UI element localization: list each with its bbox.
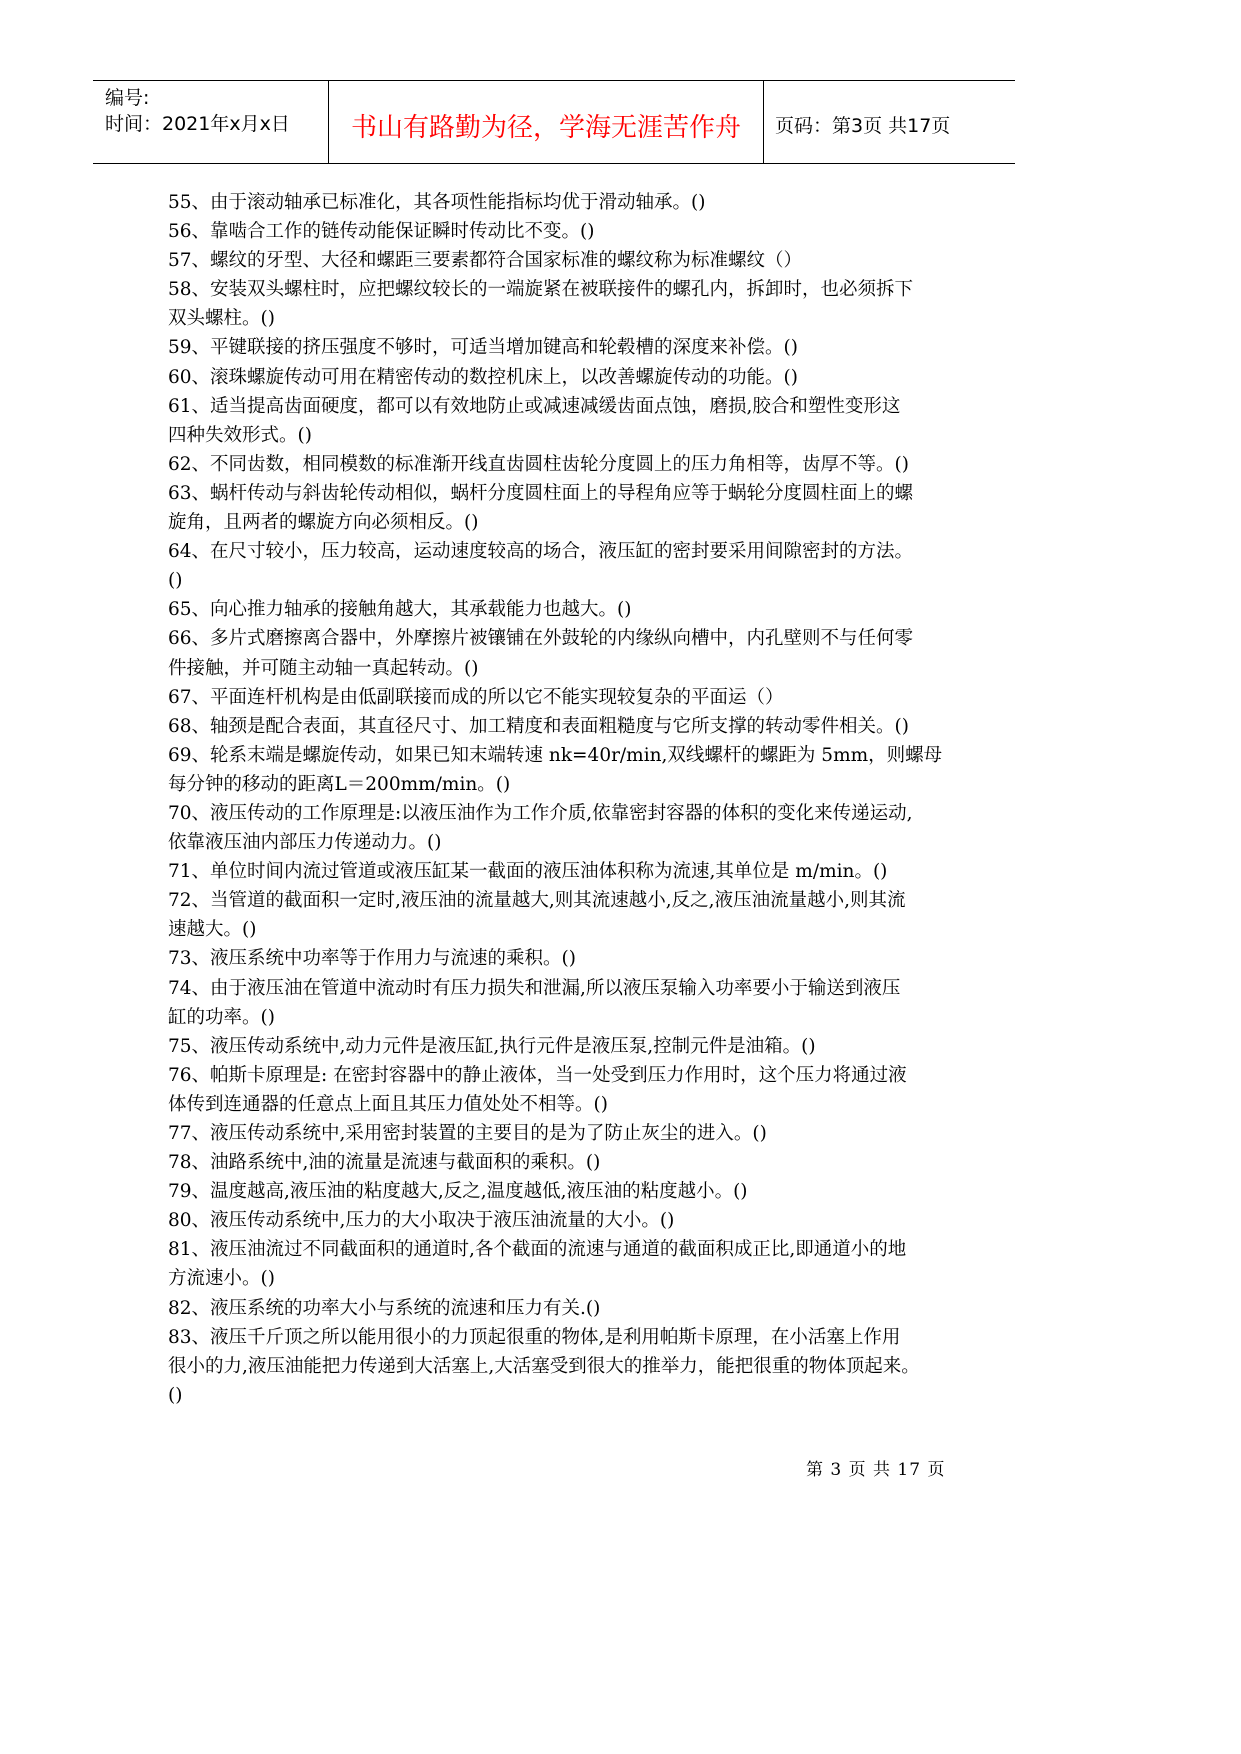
question-item [168,741,968,799]
question-line: 62、不同齿数，相同模数的标准渐开线直齿圆柱齿轮分度圆上的压力角相等，齿厚不等。() [168,453,909,475]
question-line: 57、螺纹的牙型、大径和螺距三要素都符合国家标准的螺纹称为标准螺纹（） [168,250,803,272]
question-line: 61、适当提高齿面硬度，都可以有效地防止或减速减缓齿面点蚀，磨损,胶合和塑性变形这 [168,395,901,417]
question-item [168,1119,968,1148]
question-item [168,392,968,450]
page-footer: 第 3 页 共 17 页 [806,1460,946,1480]
question-item [168,799,968,857]
question-item [168,479,968,537]
header-motto: 书山有路勤为径，学海无涯苦作舟 [350,113,741,143]
question-item [168,1177,968,1206]
question-line: 82、液压系统的功率大小与系统的流速和压力有关.() [168,1297,601,1319]
question-line: 63、蜗杆传动与斜齿轮传动相似，蜗杆分度圆柱面上的导程角应等于蜗轮分度圆柱面上的螺 [168,482,914,504]
question-line: 56、靠啮合工作的链传动能保证瞬时传动比不变。() [168,221,595,243]
question-line: 72、当管道的截面积一定时,液压油的流量越大,则其流速越小,反之,液压油流量越小,则其流 [168,890,906,912]
question-line: 68、轴颈是配合表面，其直径尺寸、加工精度和表面粗糙度与它所支撑的转动零件相关。() [168,715,909,737]
question-line: 69、轮系末端是螺旋传动，如果已知末端转速 nk=40r/min,双线螺杆的螺距为 5mm，则螺母 [168,744,943,766]
question-item [168,624,968,682]
question-line: 78、油路系统中,油的流量是流速与截面积的乘积。() [168,1152,601,1174]
question-line: 60、滚珠螺旋传动可用在精密传动的数控机床上，以改善螺旋传动的功能。() [168,366,798,388]
time-label: 时间：2021年x月x日 [105,113,290,135]
question-line: 四种失效形式。() [168,424,312,446]
question-line: 70、液压传动的工作原理是:以液压油作为工作介质,依靠密封容器的体积的变化来传递运动, [168,802,913,824]
question-line: 59、平键联接的挤压强度不够时，可适当增加键高和轮毂槽的深度来补偿。() [168,337,798,359]
question-line: 80、液压传动系统中,压力的大小取决于液压油流量的大小。() [168,1210,675,1232]
question-line: 83、液压千斤顶之所以能用很小的力顶起很重的物体,是利用帕斯卡原理，在小活塞上作用 [168,1326,901,1348]
question-line: 79、温度越高,液压油的粘度越大,反之,温度越低,液压油的粘度越小。() [168,1181,748,1203]
number-label: 编号: [105,87,150,109]
question-line: 双头螺柱。() [168,308,275,330]
question-line: 65、向心推力轴承的接触角越大，其承载能力也越大。() [168,599,632,621]
question-item [168,683,968,712]
question-item [168,537,968,595]
question-list [168,188,968,1410]
question-line: 每分钟的移动的距离L＝200mm/min。() [168,773,511,795]
question-line: () [168,570,183,592]
question-line: 缸的功率。() [168,1006,275,1028]
question-item [168,363,968,392]
question-item [168,1148,968,1177]
question-line: 58、安装双头螺柱时，应把螺纹较长的一端旋紧在被联接件的螺孔内，拆卸时，也必须拆下 [168,279,914,301]
question-item [168,857,968,886]
question-line: 75、液压传动系统中,动力元件是液压缸,执行元件是液压泵,控制元件是油箱。() [168,1035,816,1057]
question-line: 速越大。() [168,919,257,941]
question-line: 67、平面连杆机构是由低副联接而成的所以它不能实现较复杂的平面运（） [168,686,784,708]
question-line: 64、在尺寸较小，压力较高，运动速度较高的场合，液压缸的密封要采用间隙密封的方法。 [168,541,914,563]
question-line: 件接触，并可随主动轴一真起转动。() [168,657,479,679]
question-item [168,1061,968,1119]
question-line: 74、由于液压油在管道中流动时有压力损失和泄漏,所以液压泵输入功率要小于输送到液压 [168,977,901,999]
question-line: 体传到连通器的任意点上面且其压力值处处不相等。() [168,1093,608,1115]
question-item [168,974,968,1032]
header-meta [105,85,290,137]
question-line: 方流速小。() [168,1268,275,1290]
question-line: 55、由于滚动轴承已标准化，其各项性能指标均优于滑动轴承。() [168,192,706,213]
page-header [93,80,1015,164]
question-item [168,246,968,275]
question-item [168,275,968,333]
question-item [168,712,968,741]
question-line: 71、单位时间内流过管道或液压缸某一截面的液压油体积称为流速,其单位是 m/min。() [168,861,888,883]
question-line: 76、帕斯卡原理是: 在密封容器中的静止液体，当一处受到压力作用时，这个压力将通过液 [168,1064,907,1086]
question-item [168,944,968,973]
question-line: 很小的力,液压油能把力传递到大活塞上,大活塞受到很大的推举力，能把很重的物体顶起来。 [168,1355,920,1377]
question-line: 81、液压油流过不同截面积的通道时,各个截面的流速与通道的截面积成正比,即通道小的地 [168,1239,907,1261]
question-item [168,188,968,217]
question-line: 73、液压系统中功率等于作用力与流速的乘积。() [168,948,576,970]
question-item [168,217,968,246]
question-line: () [168,1384,183,1406]
question-line: 旋角，且两者的螺旋方向必须相反。() [168,512,479,534]
question-line: 依靠液压油内部压力传递动力。() [168,832,442,854]
question-line: 66、多片式磨擦离合器中，外摩擦片被镶铺在外鼓轮的内缘纵向槽中，内孔壁则不与任何零 [168,628,914,650]
question-item [168,1206,968,1235]
question-item [168,1323,968,1410]
question-item [168,886,968,944]
header-divider [763,81,764,163]
question-item [168,1032,968,1061]
header-page-code: 页码：第3页 共17页 [775,115,951,137]
question-item [168,595,968,624]
question-item [168,333,968,362]
question-item [168,450,968,479]
question-item [168,1294,968,1323]
question-item [168,1235,968,1293]
question-line: 77、液压传动系统中,采用密封装置的主要目的是为了防止灰尘的进入。() [168,1123,767,1144]
